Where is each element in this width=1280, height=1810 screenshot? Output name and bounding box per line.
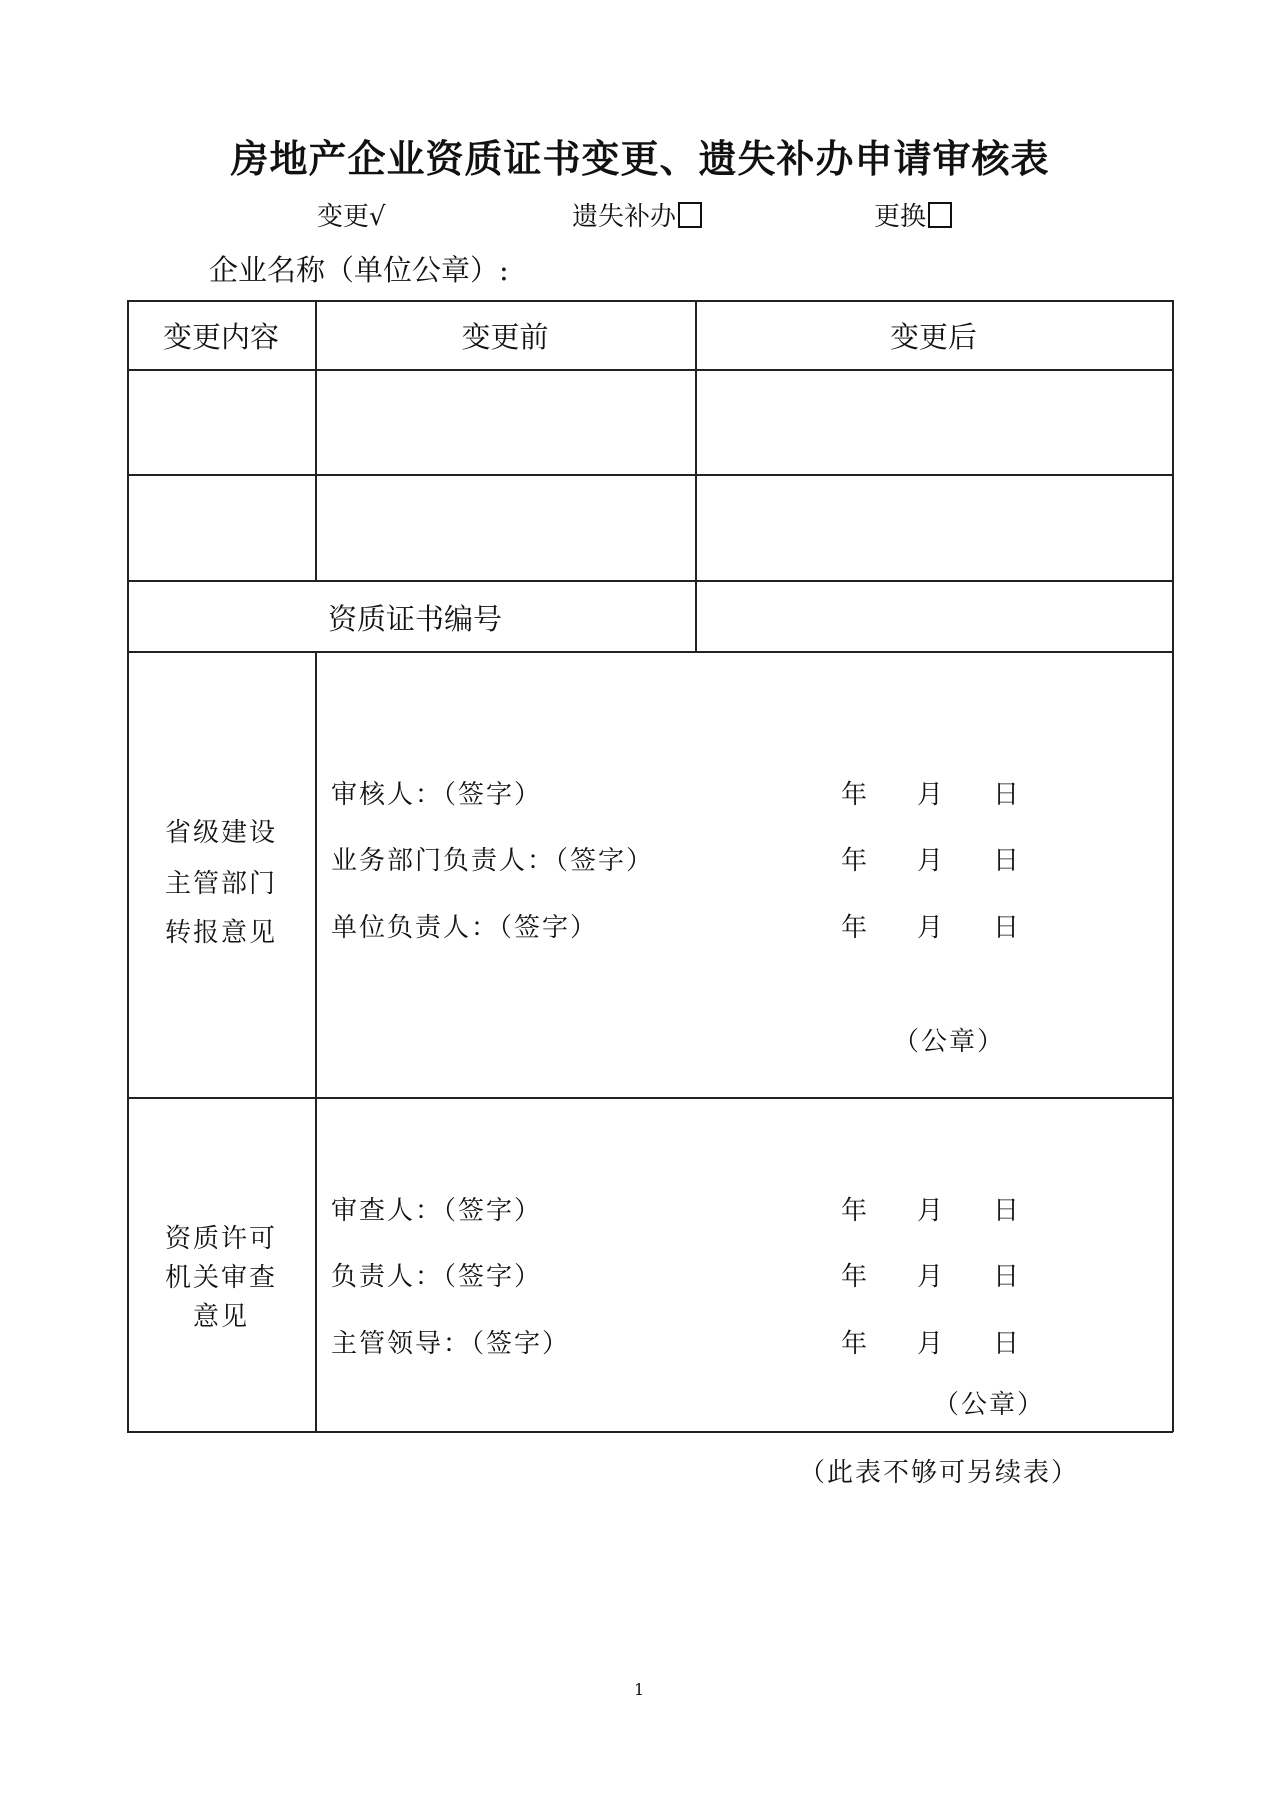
cert-number-label: 资质证书编号: [327, 602, 502, 636]
section2-label-line: 意见: [192, 1302, 249, 1332]
signer-examiner: 审查人：（签字）: [331, 1196, 543, 1226]
cert-number-field[interactable]: [696, 581, 1171, 650]
date-month: 月: [917, 913, 946, 943]
option-change[interactable]: [317, 196, 386, 233]
date-year: 年: [841, 780, 870, 810]
signer-unit-head: 单位负责人：（签字）: [331, 913, 599, 943]
before-cell[interactable]: [316, 370, 694, 474]
option-label: 变更: [317, 202, 370, 232]
date-year: 年: [841, 1262, 870, 1292]
date-month: 月: [917, 1329, 946, 1359]
table-border: [127, 1431, 1173, 1433]
header-after: 变更后: [889, 320, 977, 354]
date-month: 月: [917, 780, 946, 810]
signer-leader: 主管领导：（签字）: [331, 1329, 571, 1359]
company-name-label: 企业名称（单位公章）:: [209, 253, 509, 287]
header-before: 变更前: [461, 320, 549, 354]
table-border: [1172, 300, 1174, 1432]
date-day: 日: [993, 913, 1022, 943]
seal-label: （公章）: [933, 1390, 1046, 1420]
section1-label-line: 省级建设: [164, 818, 277, 848]
table-border: [127, 300, 1173, 302]
option-replace[interactable]: [874, 196, 952, 233]
option-label: 遗失补办: [572, 202, 677, 232]
date-year: 年: [841, 1329, 870, 1359]
date-day: 日: [993, 1329, 1022, 1359]
change-content-cell[interactable]: [128, 475, 314, 579]
date-month: 月: [917, 1196, 946, 1226]
option-lost-reissue[interactable]: [572, 196, 702, 233]
table-border: [127, 1097, 1173, 1099]
table-border: [315, 651, 317, 1432]
option-label: 更换: [874, 202, 927, 232]
header-change-content: 变更内容: [162, 320, 279, 354]
checkbox-icon[interactable]: [928, 202, 952, 228]
date-day: 日: [993, 1262, 1022, 1292]
date-year: 年: [841, 913, 870, 943]
date-month: 月: [917, 1262, 946, 1292]
date-day: 日: [993, 780, 1022, 810]
section1-label-line: 转报意见: [164, 918, 277, 948]
date-day: 日: [993, 1196, 1022, 1226]
form-title: 房地产企业资质证书变更、遗失补办申请审核表: [230, 136, 1050, 181]
after-cell[interactable]: [696, 370, 1171, 474]
after-cell[interactable]: [696, 475, 1171, 579]
section2-label-line: 机关审查: [164, 1263, 277, 1293]
date-year: 年: [841, 846, 870, 876]
change-content-cell[interactable]: [128, 370, 314, 474]
footer-note: （此表不够可另续表）: [799, 1458, 1080, 1488]
signer-head: 负责人：（签字）: [331, 1262, 543, 1292]
before-cell[interactable]: [316, 475, 694, 579]
signer-dept-head: 业务部门负责人：（签字）: [331, 846, 655, 876]
page-number: 1: [634, 1680, 645, 1699]
section2-label-line: 资质许可: [164, 1224, 277, 1254]
signer-reviewer: 审核人：（签字）: [331, 780, 543, 810]
check-mark-icon: √: [369, 202, 386, 232]
seal-label: （公章）: [893, 1027, 1006, 1057]
date-year: 年: [841, 1196, 870, 1226]
date-day: 日: [993, 846, 1022, 876]
table-border: [127, 651, 1173, 653]
checkbox-icon[interactable]: [678, 202, 702, 228]
section1-label-line: 主管部门: [164, 869, 277, 899]
date-month: 月: [917, 846, 946, 876]
